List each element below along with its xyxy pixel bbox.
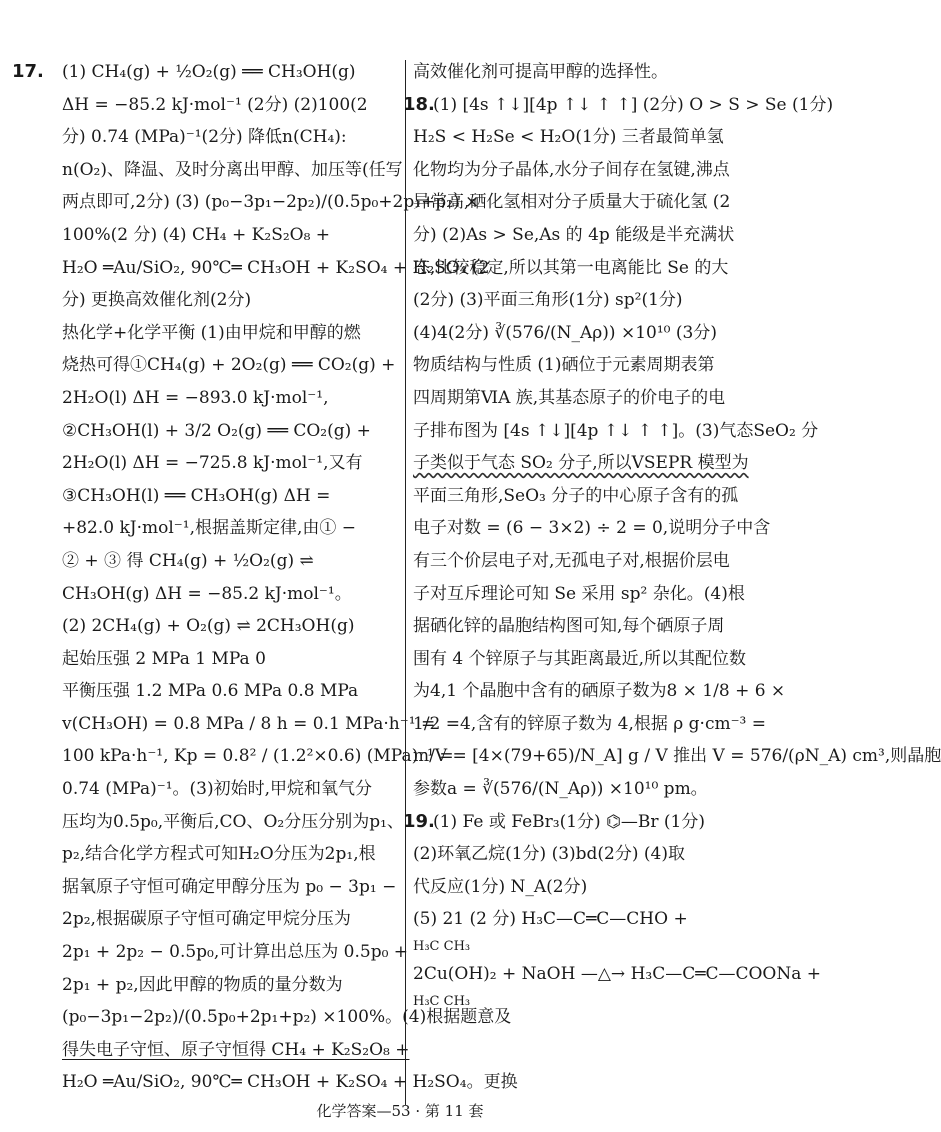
text-line: 参数a = ∛(576/(N_Aρ)) ×10¹⁰ pm。 bbox=[413, 779, 708, 800]
question-18-number: 18. bbox=[403, 93, 435, 115]
text-line: 平面三角形,SeO₃ 分子的中心原子含有的孤 bbox=[413, 485, 739, 506]
text-line: (2)环氧乙烷(1分) (3)bd(2分) (4)取 bbox=[413, 844, 685, 865]
text-line: 2Cu(OH)₂ + NaOH —△→ H₃C—C═C—COONa + bbox=[413, 964, 821, 985]
text-line: +82.0 kJ·mol⁻¹,根据盖斯定律,由① − bbox=[62, 518, 357, 539]
text-line: H₂O ═Au/SiO₂, 90℃═ CH₃OH + K₂SO₄ + H₂SO₄。更换 bbox=[62, 1072, 518, 1093]
text-line: 据氧原子守恒可确定甲醇分压为 p₀ − 3p₁ − bbox=[62, 876, 397, 897]
text-line: ② + ③ 得 CH₄(g) + ½O₂(g) ⇌ bbox=[62, 550, 314, 571]
text-line: 2p₁ + 2p₂ − 0.5p₀,可计算出总压为 0.5p₀ + bbox=[62, 942, 409, 963]
text-line: 0.74 (MPa)⁻¹。(3)初始时,甲烷和氧气分 bbox=[62, 779, 373, 800]
page-footer: 化学答案—53 · 第 11 套 bbox=[316, 1102, 484, 1120]
text-line: 四周期第ⅥA 族,其基态原子的价电子的电 bbox=[413, 387, 726, 408]
text-line: 2H₂O(l) ΔH = −725.8 kJ·mol⁻¹,又有 bbox=[62, 453, 363, 474]
text-line: ②CH₃OH(l) + 3/2 O₂(g) ══ CO₂(g) + bbox=[62, 420, 371, 441]
right-column bbox=[403, 56, 941, 1013]
text-line: CH₃OH(g) ΔH = −85.2 kJ·mol⁻¹。 bbox=[62, 583, 352, 604]
text-line: 有三个价层电子对,无孤电子对,根据价层电 bbox=[413, 550, 730, 571]
text-line: (1) CH₄(g) + ½O₂(g) ══ CH₃OH(g) bbox=[62, 62, 356, 82]
column-divider bbox=[405, 60, 406, 1105]
text-line: ③CH₃OH(l) ══ CH₃OH(g) ΔH = bbox=[62, 485, 331, 506]
text-line: 2p₁ + p₂,因此甲醇的物质的量分数为 bbox=[62, 974, 343, 995]
text-line: 2p₂,根据碳原子守恒可确定甲烷分压为 bbox=[62, 909, 351, 930]
text-line: 分) 0.74 (MPa)⁻¹(2分) 降低n(CH₄): bbox=[62, 127, 347, 148]
text-line: (5) 21 (2 分) H₃C—C═C—CHO + bbox=[413, 909, 688, 930]
text-line: (1) Fe 或 FeBr₃(1分) ⌬—Br (1分) bbox=[433, 811, 706, 832]
text-line: 得失电子守恒、原子守恒得 CH₄ + K₂S₂O₈ + bbox=[62, 1039, 410, 1060]
text-line: (2分) (3)平面三角形(1分) sp²(1分) bbox=[413, 290, 683, 311]
text-line: H₃C CH₃ bbox=[413, 993, 471, 1009]
text-line: m/V = [4×(79+65)/N_A] g / V 推出 V = 576/(ρN_A) cm³,则晶胞 bbox=[413, 746, 941, 767]
text-line: (p₀−3p₁−2p₂)/(0.5p₀+2p₁+p₂) ×100%。(4)根据题意及 bbox=[62, 1007, 512, 1028]
text-line: 异常高,硒化氢相对分子质量大于硫化氢 (2 bbox=[413, 192, 731, 213]
text-line: 压均为0.5p₀,平衡后,CO、O₂分压分别为p₁、 bbox=[62, 811, 404, 832]
question-17-number: 17. bbox=[12, 61, 44, 82]
question-19-number: 19. bbox=[403, 810, 435, 832]
text-line: 2H₂O(l) ΔH = −893.0 kJ·mol⁻¹, bbox=[62, 387, 329, 408]
text-line: ΔH = −85.2 kJ·mol⁻¹ (2分) (2)100(2 bbox=[62, 94, 368, 115]
text-line: (1) [4s ↑↓][4p ↑↓ ↑ ↑] (2分) O > S > Se (1分) bbox=[433, 94, 834, 115]
text-line: 子类似于气态 SO₂ 分子,所以VSEPR 模型为 bbox=[413, 453, 749, 474]
text-line: 高效催化剂可提高甲醇的选择性。 bbox=[413, 62, 668, 82]
text-line: 100 kPa·h⁻¹, Kp = 0.8² / (1.2²×0.6) (MPa)⁻¹ = bbox=[62, 746, 454, 767]
text-line: (4)4(2分) ∛(576/(N_Aρ)) ×10¹⁰ (3分) bbox=[413, 322, 717, 343]
text-line: 起始压强 2 MPa 1 MPa 0 bbox=[62, 648, 266, 669]
text-line: n(O₂)、降温、及时分离出甲醇、加压等(任写 bbox=[62, 159, 403, 180]
text-line: (2) 2CH₄(g) + O₂(g) ⇌ 2CH₃OH(g) bbox=[62, 616, 355, 637]
text-line: 围有 4 个锌原子与其距离最近,所以其配位数 bbox=[413, 648, 747, 669]
text-line: 子对互斥理论可知 Se 采用 sp² 杂化。(4)根 bbox=[413, 583, 745, 604]
text-line: 化物均为分子晶体,水分子间存在氢键,沸点 bbox=[413, 159, 730, 180]
text-line: H₂O ═Au/SiO₂, 90℃═ CH₃OH + K₂SO₄ + H₂SO₄ (2 bbox=[62, 257, 490, 278]
text-line: 子排布图为 [4s ↑↓][4p ↑↓ ↑ ↑]。(3)气态SeO₂ 分 bbox=[413, 420, 819, 441]
text-line: 热化学+化学平衡 (1)由甲烷和甲醇的燃 bbox=[62, 322, 361, 343]
text-line: 据硒化锌的晶胞结构图可知,每个硒原子周 bbox=[413, 616, 725, 637]
text-line: 态,比较稳定,所以其第一电离能比 Se 的大 bbox=[413, 257, 729, 278]
text-line: H₂S < H₂Se < H₂O(1分) 三者最简单氢 bbox=[413, 127, 724, 148]
text-line: 物质结构与性质 (1)硒位于元素周期表第 bbox=[413, 355, 715, 376]
text-line: p₂,结合化学方程式可知H₂O分压为2p₁,根 bbox=[62, 844, 376, 865]
text-line: 分) (2)As > Se,As 的 4p 能级是半充满状 bbox=[413, 224, 735, 245]
text-line: H₃C CH₃ bbox=[413, 939, 471, 955]
text-line: 电子对数 = (6 − 3×2) ÷ 2 = 0,说明分子中含 bbox=[413, 518, 771, 539]
text-line: v(CH₃OH) = 0.8 MPa / 8 h = 0.1 MPa·h⁻¹ = bbox=[62, 713, 436, 734]
text-line: 1/2 =4,含有的锌原子数为 4,根据 ρ g·cm⁻³ = bbox=[413, 713, 767, 734]
text-line: 两点即可,2分) (3) (p₀−3p₁−2p₂)/(0.5p₀+2p₁+p₂) × bbox=[62, 192, 480, 213]
text-line: 平衡压强 1.2 MPa 0.6 MPa 0.8 MPa bbox=[62, 681, 359, 702]
text-line: 分) 更换高效催化剂(2分) bbox=[62, 290, 252, 311]
text-line: 为4,1 个晶胞中含有的硒原子数为8 × 1/8 + 6 × bbox=[413, 681, 786, 702]
text-line: 烧热可得①CH₄(g) + 2O₂(g) ══ CO₂(g) + bbox=[62, 355, 396, 376]
text-line: 代反应(1分) N_A(2分) bbox=[413, 876, 588, 897]
text-line: 100%(2 分) (4) CH₄ + K₂S₂O₈ + bbox=[62, 224, 331, 245]
